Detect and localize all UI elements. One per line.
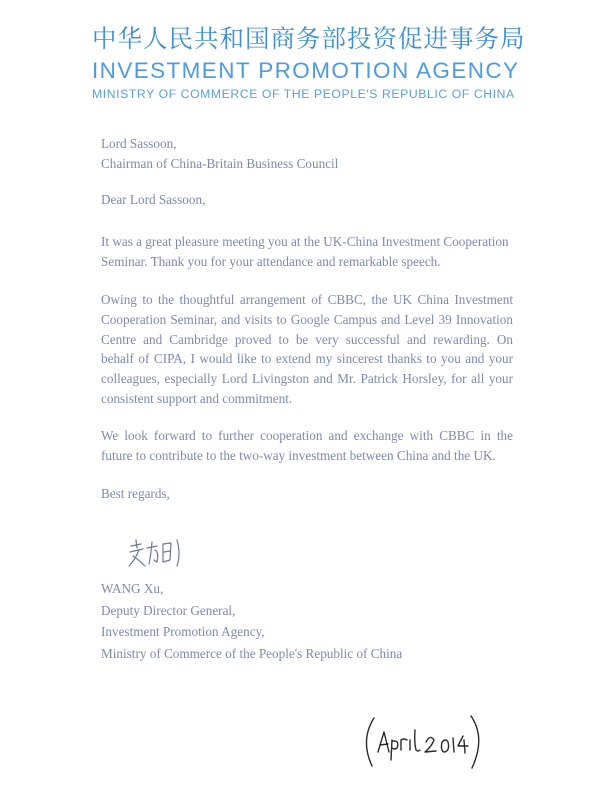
body-paragraph-3 [101,426,513,466]
recipient-block [101,134,513,174]
paragraph-line: It was a great pleasure meeting you at the UK-China Investment Cooperation [101,234,509,249]
letterhead-ministry-line: MINISTRY OF COMMERCE OF THE PEOPLE'S REPUBLIC OF CHINA [92,87,515,101]
letterhead-english-title: INVESTMENT PROMOTION AGENCY [92,58,520,83]
letterhead-chinese-title: 中华人民共和国商务部投资促进事务局 [92,24,526,53]
paragraph-line: future to contribute to the two-way investment between China and the UK. [101,447,496,463]
paragraph-line: Seminar. Thank you for your attendance and remarkable speech. [101,253,441,269]
paragraph-line: colleagues, especially Lord Livingston and Mr. Patrick Horsley, for all your [101,371,513,387]
letterhead [92,24,526,102]
recipient-title: Chairman of China-Britain Business Council [101,155,339,171]
recipient-name: Lord Sassoon, [101,136,177,151]
body-paragraph-1 [101,232,513,272]
closing-text: Best regards, [101,486,170,501]
signer-position: Deputy Director General, [101,602,236,618]
signer-ministry: Ministry of Commerce of the People's Republic of China [101,645,403,661]
signer-organization: Investment Promotion Agency, [101,624,265,639]
salutation-text: Dear Lord Sassoon, [101,192,206,207]
handwritten-date-icon [360,712,490,772]
paragraph-line: Owing to the thoughtful arrangement of CBBC, the UK China Investment [101,292,513,307]
handwritten-signature-icon [127,536,189,572]
signer-block [101,578,513,664]
paragraph-line: consistent support and commitment. [101,390,293,406]
salutation [101,190,513,210]
paragraph-line: Centre and Cambridge proved to be very successful and rewarding. On [101,331,513,347]
paragraph-line: Cooperation Seminar, and visits to Google Campus and Level 39 Innovation [101,311,513,327]
paragraph-line: behalf of CIPA, I would like to extend my sincerest thanks to you and your [101,351,513,367]
signer-name: WANG Xu, [101,581,164,596]
closing [101,484,513,504]
body-paragraph-2 [101,290,513,409]
paragraph-line: We look forward to further cooperation and exchange with CBBC in the [101,428,513,443]
